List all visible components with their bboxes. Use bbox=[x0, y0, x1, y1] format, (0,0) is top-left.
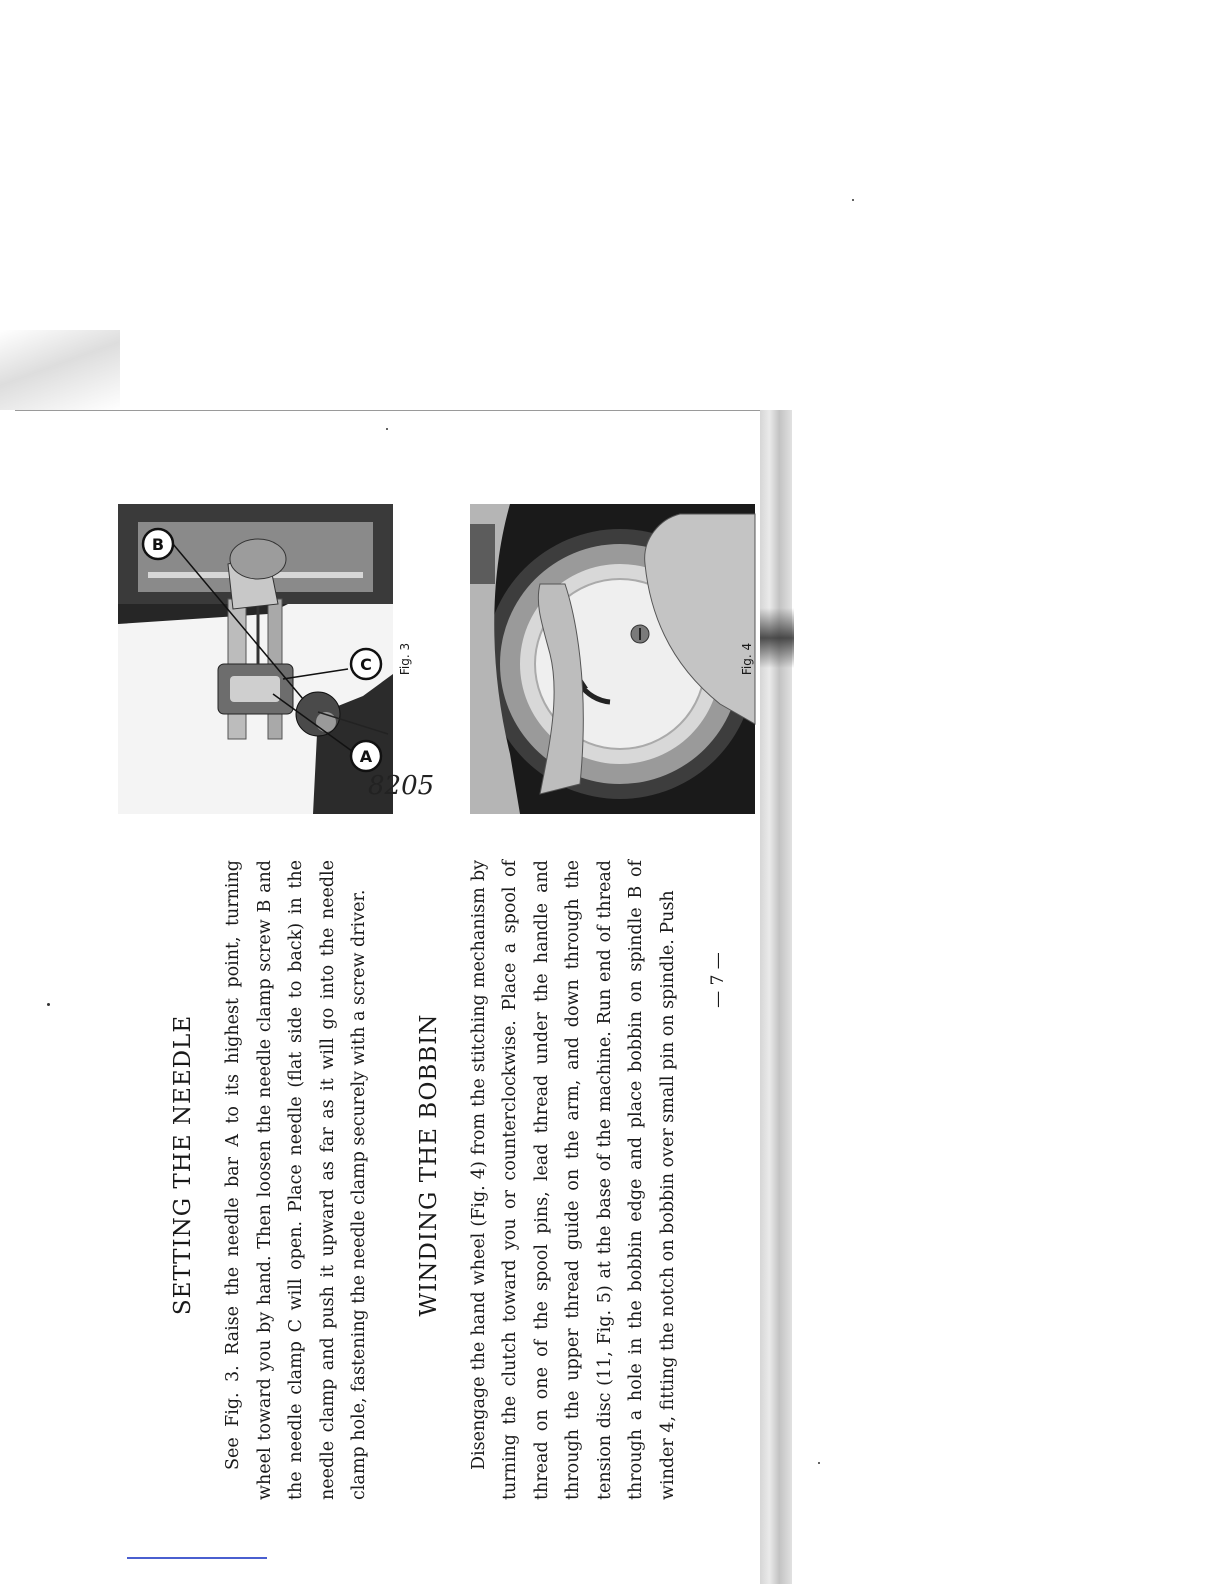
callout-label-b: B bbox=[151, 535, 165, 554]
scan-speck bbox=[852, 199, 854, 201]
figure-3-caption: Fig. 3 bbox=[398, 642, 412, 676]
blue-mark bbox=[127, 1557, 267, 1559]
callout-label-a: A bbox=[359, 747, 373, 766]
figure-4 bbox=[470, 504, 755, 814]
paragraph-winding-bobbin: Disengage the hand wheel (Fig. 4) from the stitching mechanism by turning the clutch toward you or counterclockwise. Place a spool of thread on one of the spool pins, lead thread under the handle and through the upper thread guide on the arm, and down through the tension disc (11, Fig. 5) at the base of the machine. Run end of thread through a hole in the bobbin edge and place bobbin on spindle B of winder 4, fitting the notch on bobbin over small pin on spindle. Push bbox=[468, 860, 678, 1500]
scan-binding-edge bbox=[760, 410, 792, 1584]
handwritten-note: 8205 bbox=[368, 771, 435, 801]
callout-label-c: C bbox=[360, 655, 372, 674]
scan-speck bbox=[818, 1462, 820, 1464]
figure-4-caption: Fig. 4 bbox=[740, 642, 754, 676]
paragraph-setting-needle: See Fig. 3. Raise the needle bar A to its highest point, turning wheel toward you by hand. Then loosen the needle clamp screw B and the needle clamp C will open. Place needle (flat side to back) in the needle clamp and push it upward as far as it will go into the needle clamp hole, fastening the needle clamp securely with a screw driver. bbox=[223, 860, 369, 1500]
hand-wheel-photo bbox=[470, 504, 755, 814]
scan-binding-shadow bbox=[760, 608, 794, 668]
manual-page bbox=[40, 360, 754, 1520]
text-column bbox=[170, 860, 684, 1500]
page-number: — 7 — bbox=[708, 952, 728, 1008]
heading-setting-needle: SETTING THE NEEDLE bbox=[170, 1014, 196, 1316]
heading-winding-bobbin: WINDING THE BOBBIN bbox=[415, 1013, 442, 1317]
